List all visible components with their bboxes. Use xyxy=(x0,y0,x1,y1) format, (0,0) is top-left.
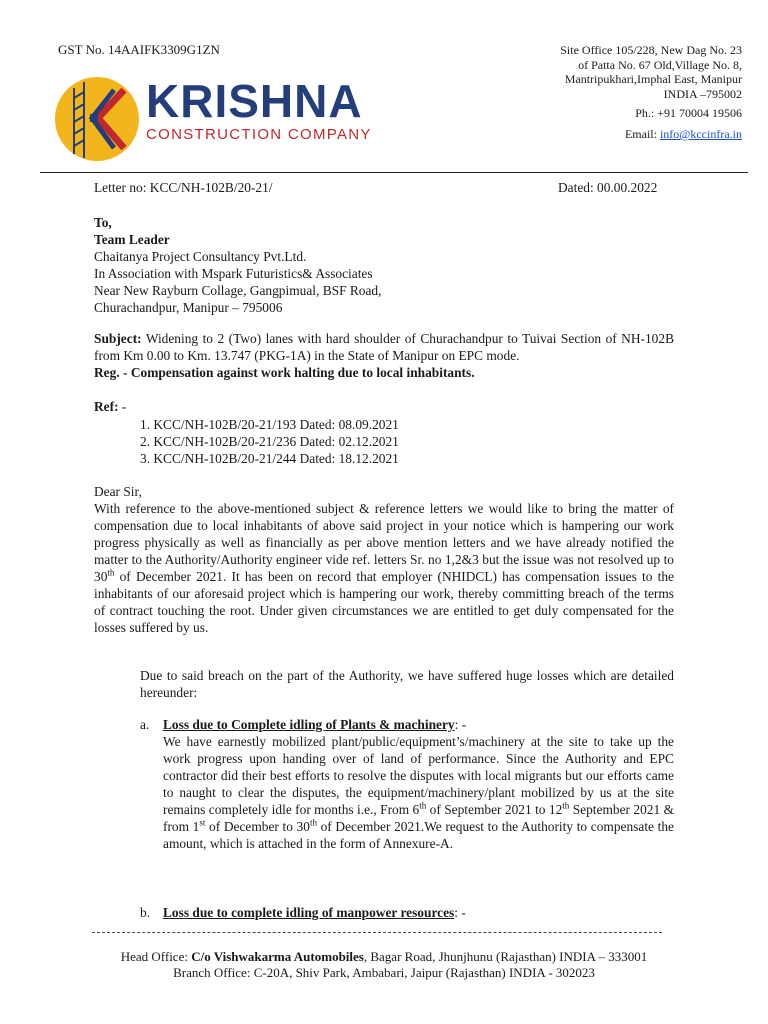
letter-number: Letter no: KCC/NH-102B/20-21/ xyxy=(94,180,273,195)
site-office-address xyxy=(442,43,742,101)
brand-subtitle: CONSTRUCTION COMPANY xyxy=(146,126,372,143)
recipient-block xyxy=(94,214,694,316)
gst-number: GST No. 14AAIFK3309G1ZN xyxy=(58,42,220,57)
loss-item-b-heading: Loss due to complete idling of manpower resources xyxy=(163,905,455,920)
address-line: INDIA –795002 xyxy=(663,86,742,101)
brand-name: KRISHNA xyxy=(146,75,363,127)
p1-text-cont: of December 2021. It has been on record that employer (NHIDCL) has compensation issues to the inhabitants of our aforesaid project which is hampering our work, thereby committing breach of the terms of contract touching the root. Under given circumstances we are entitled to get duly compensated for the losses suffered by us. xyxy=(94,569,674,635)
footer xyxy=(40,949,728,981)
reference-list xyxy=(140,416,399,467)
letter-date: Dated: 00.00.2022 xyxy=(558,180,658,195)
email-label: Email: xyxy=(624,127,660,141)
footer-divider xyxy=(92,932,662,933)
email-line xyxy=(625,127,742,142)
p1-text: With reference to the above-mentioned subject & reference letters we would like to bring the matter of compensation due to local inhabitants of above said project in your notice which is hampering our work progress physically as well as financially as per above mention letters and we have already notified the matter to the Authority/Authority engineer vide ref. letters Sr. no 1,2&3 but the issue was not resolved up to 30 xyxy=(94,501,674,584)
body-paragraph-2: Due to said breach on the part of the Authority, we have suffered huge losses which are detailed hereunder: xyxy=(140,668,674,700)
loss-item-b xyxy=(140,904,674,921)
recipient-title: Team Leader xyxy=(94,232,170,247)
list-marker: b. xyxy=(140,905,151,920)
heading-tail: : - xyxy=(454,905,466,920)
loss-item-a-text: We have earnestly mobilized plant/public/equipment’s/machinery at the site to take up the work progress upon handing over of land of performance. Since the Authority and EPC contractor did their best efforts to resolve the disputes with local migrants but our efforts came to naught to clear the disputes, the equipment/machinery/plant mobilized by us at the site remains completely idle for months i.e., From 6th of September 2021 to 12th September 2021 & from 1st of December to 30th of December 2021.We request to the Authority to compensate the amount, which is attached in the form of Annexure-A. xyxy=(163,734,674,851)
email-link[interactable]: info@kccinfra.in xyxy=(659,127,742,141)
body-paragraph-1 xyxy=(94,500,674,636)
address-line: of Patta No. 67 Old,Village No. 8, xyxy=(578,57,742,72)
salutation: Dear Sir, xyxy=(94,484,142,499)
to-label: To, xyxy=(94,215,112,230)
subject-label: Subject: xyxy=(94,331,142,346)
loss-item-a-heading: Loss due to Complete idling of Plants & machinery xyxy=(163,717,455,732)
subject-text: Widening to 2 (Two) lanes with hard shoulder of Churachandpur to Tuivai Section of NH-102B from Km 0.00 to Km. 13.747 (PKG-1A) in the State of Manipur on EPC mode. xyxy=(94,331,675,363)
loss-item-a xyxy=(140,716,674,852)
reference-item: 1. KCC/NH-102B/20-21/193 Dated: 08.09.2021 xyxy=(140,417,399,432)
reg-text: Compensation against work halting due to local inhabitants. xyxy=(130,365,475,380)
address-line: Mantripukhari,Imphal East, Manipur xyxy=(564,72,742,86)
recipient-line: Near New Rayburn Collage, Gangpimual, BSF Road, xyxy=(94,283,382,298)
subject-block xyxy=(94,330,674,381)
address-line: Site Office 105/228, New Dag No. 23 xyxy=(560,43,742,57)
ref-dash: - xyxy=(118,399,127,414)
heading-tail: : - xyxy=(454,717,467,732)
p1-superscript: th xyxy=(107,567,115,578)
head-office-line: Head Office: C/o Vishwakarma Automobiles, Bagar Road, Jhunjhunu (Rajasthan) INDIA – 333001 xyxy=(120,949,648,964)
list-marker: a. xyxy=(140,717,150,732)
recipient-line: Chaitanya Project Consultancy Pvt.Ltd. xyxy=(94,249,307,264)
recipient-line: Churachandpur, Manipur – 795006 xyxy=(94,300,283,315)
branch-office-line: Branch Office: C-20A, Shiv Park, Ambabari, Jaipur (Rajasthan) INDIA - 302023 xyxy=(173,965,595,980)
recipient-line: In Association with Mspark Futuristics& Associates xyxy=(94,266,373,281)
ref-label: Ref: xyxy=(94,399,119,414)
reg-label: Reg. - xyxy=(94,365,128,380)
header-divider xyxy=(40,172,748,173)
reference-item: 3. KCC/NH-102B/20-21/244 Dated: 18.12.2021 xyxy=(140,451,399,466)
company-logo-icon xyxy=(52,74,142,164)
brand-block xyxy=(146,75,372,143)
phone-number: Ph.: +91 70004 19506 xyxy=(635,106,742,120)
ref-heading xyxy=(94,398,126,415)
reference-item: 2. KCC/NH-102B/20-21/236 Dated: 02.12.2021 xyxy=(140,434,399,449)
